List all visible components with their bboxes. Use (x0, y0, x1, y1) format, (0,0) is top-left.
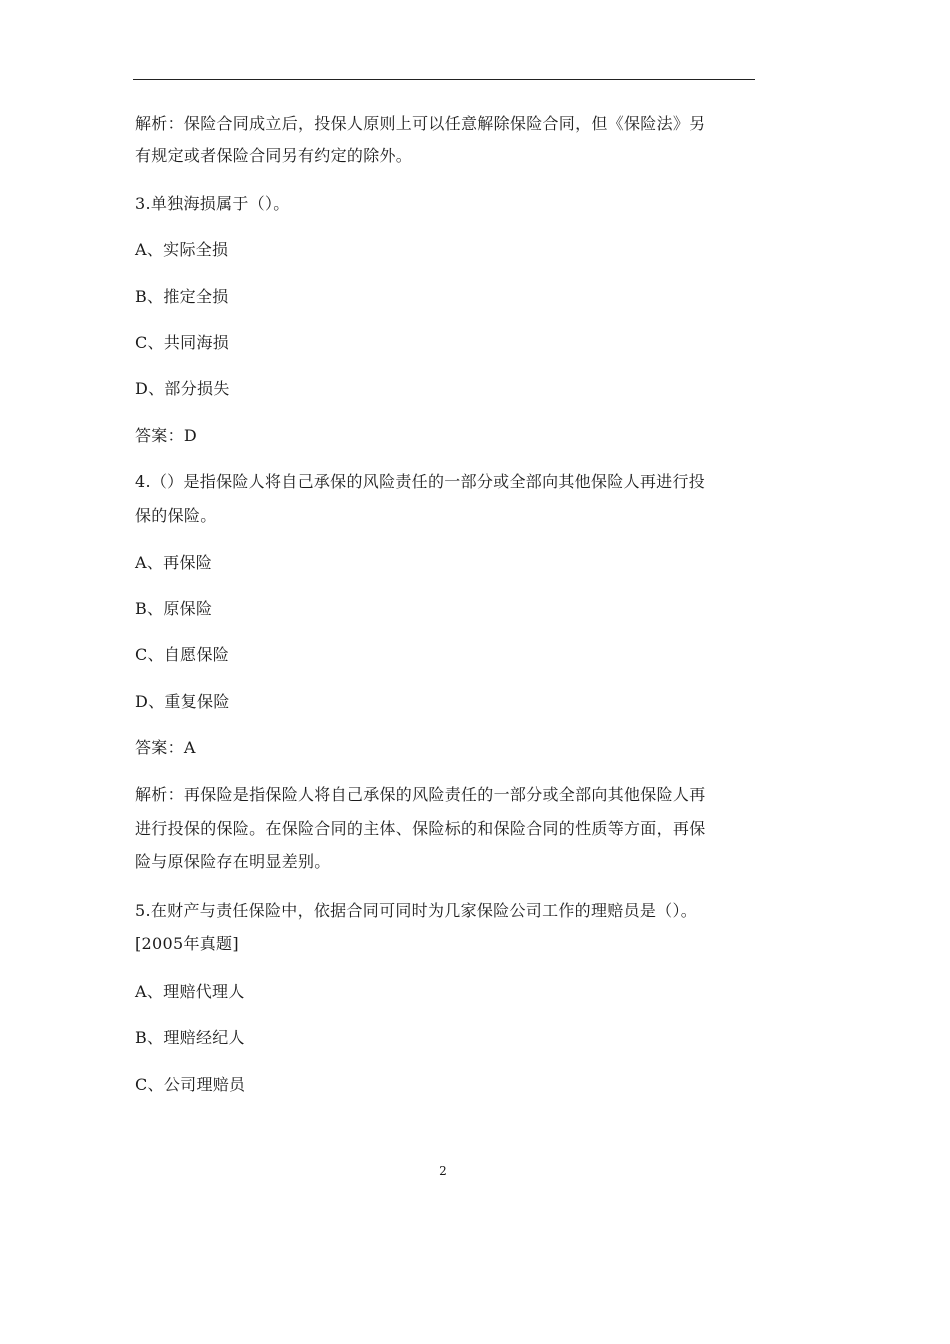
q3-stem: 3.单独海损属于（）。 (135, 194, 290, 213)
q4-analysis-line-1: 解析：再保险是指保险人将自己承保的风险责任的一部分或全部向其他保险人再 (135, 785, 706, 804)
q3-option-c: C、共同海损 (135, 333, 230, 352)
q4-option-c: C、自愿保险 (135, 645, 230, 664)
q3-option-b: B、推定全损 (135, 287, 229, 306)
q4-answer: 答案：A (135, 738, 196, 757)
q4-option-b: B、原保险 (135, 599, 213, 618)
q4-analysis-line-2: 进行投保的保险。在保险合同的主体、保险标的和保险合同的性质等方面，再保 (135, 819, 706, 838)
q5-option-a: A、理赔代理人 (135, 982, 245, 1001)
q4-option-d: D、重复保险 (135, 692, 230, 711)
page-number: 2 (439, 1164, 447, 1178)
q5-option-b: B、理赔经纪人 (135, 1028, 245, 1047)
q2-analysis-line-1: 解析：保险合同成立后，投保人原则上可以任意解除保险合同，但《保险法》另 (135, 114, 706, 133)
q4-stem-line-1: 4.（）是指保险人将自己承保的风险责任的一部分或全部向其他保险人再进行投 (135, 472, 706, 491)
q3-answer: 答案：D (135, 426, 198, 445)
q3-option-a: A、实际全损 (135, 240, 229, 259)
q5-stem-line-1: 5.在财产与责任保险中，依据合同可同时为几家保险公司工作的理赔员是（）。 (135, 901, 698, 920)
q4-stem-line-2: 保的保险。 (135, 506, 217, 525)
q5-option-c: C、公司理赔员 (135, 1075, 246, 1094)
q4-option-a: A、再保险 (135, 553, 213, 572)
q2-analysis-line-2: 有规定或者保险合同另有约定的除外。 (135, 146, 413, 165)
q3-option-d: D、部分损失 (135, 379, 230, 398)
header-rule (133, 79, 755, 80)
q5-stem-line-2: [2005年真题] (135, 934, 239, 953)
q4-analysis-line-3: 险与原保险存在明显差别。 (135, 852, 331, 871)
